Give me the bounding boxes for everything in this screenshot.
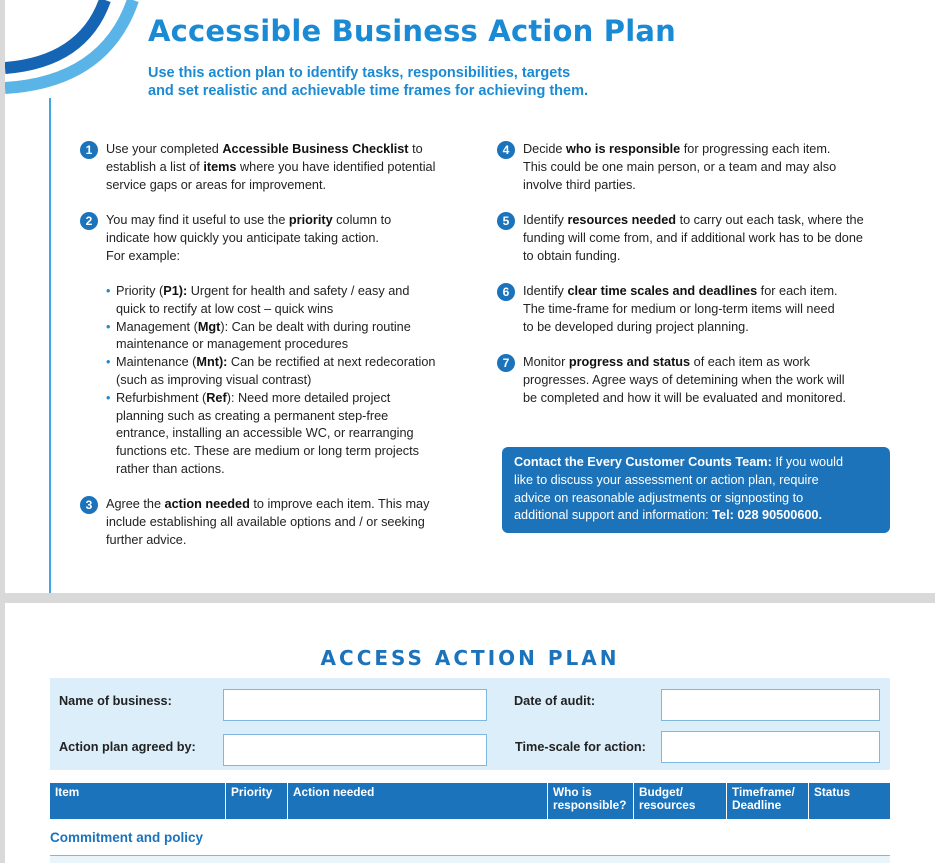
text-run: (such as improving visual contrast)	[116, 372, 312, 387]
text-line	[523, 354, 846, 372]
column-header-who-is-responsible	[547, 783, 633, 819]
time-scale-for-action-label: Time-scale for action:	[515, 740, 646, 754]
step-6	[497, 283, 838, 336]
section-heading-commitment-and-policy: Commitment and policy	[50, 830, 204, 845]
subtitle-line: and set realistic and achievable time frames for achieving them.	[148, 83, 588, 99]
priority-bullet	[106, 354, 466, 390]
text-line	[523, 319, 838, 337]
text-run: where you have identified potential	[236, 159, 436, 174]
text-run: be completed and how it will be evaluated and monitored.	[523, 390, 847, 405]
text-line	[106, 212, 391, 230]
text-run: You may find it useful to use the	[106, 213, 289, 227]
text-run: action needed	[164, 497, 250, 511]
text-run: Refurbishment (	[116, 390, 207, 405]
text-run: to carry out each task, where the	[676, 213, 864, 227]
text-run: functions etc. These are medium or long term projects	[116, 444, 419, 459]
text-line	[523, 141, 836, 159]
page-title: Accessible Business Action Plan	[148, 14, 677, 48]
column-header-status	[808, 783, 890, 819]
page-2	[5, 603, 935, 863]
column-header-text: Item	[55, 785, 80, 799]
text-run: involve third parties.	[523, 177, 636, 192]
text-run: Identify	[523, 284, 568, 298]
text-run: entrance, installing an accessible WC, or rearranging	[116, 426, 414, 441]
text-run: like to discuss your assessment or action plan, require	[514, 472, 819, 487]
text-run: to be developed during project planning.	[523, 319, 749, 334]
text-line	[116, 372, 466, 390]
column-header-text: Timeframe/	[732, 785, 795, 799]
contact-box	[502, 447, 890, 533]
text-run: items	[203, 159, 237, 174]
step-2	[80, 212, 391, 265]
column-header-action-needed	[287, 783, 547, 819]
subtitle-line: Use this action plan to identify tasks, responsibilities, targets	[148, 65, 571, 81]
priority-bullet	[106, 283, 466, 319]
text-run: column to	[332, 213, 392, 227]
text-run: additional support and information:	[514, 508, 713, 523]
text-run: for each item.	[757, 284, 838, 298]
text-run: funding will come from, and if additional work has to be done	[523, 230, 863, 245]
step-number-badge: 2	[80, 212, 98, 230]
text-run: quick to rectify at low cost – quick wins	[116, 301, 334, 316]
text-line	[106, 514, 429, 532]
text-line	[106, 496, 429, 514]
column-header-text: Priority	[231, 785, 273, 799]
text-line	[116, 461, 466, 479]
text-line	[523, 230, 864, 248]
text-line	[106, 141, 435, 159]
date-of-audit-label: Date of audit:	[514, 694, 596, 708]
text-line	[116, 336, 466, 354]
text-run: advice on reasonable adjustments or signposting to	[514, 490, 804, 505]
text-run: progresses. Agree ways of detemining when the work will	[523, 372, 845, 387]
text-run: priority	[288, 213, 333, 227]
text-line	[116, 319, 466, 337]
text-line	[116, 443, 466, 461]
text-run: Identify	[523, 213, 568, 227]
column-header-text: Budget/	[639, 785, 683, 799]
text-line	[523, 159, 836, 177]
text-run: Mnt):	[196, 355, 228, 370]
text-run: For example:	[106, 248, 181, 263]
step-number-badge: 5	[497, 212, 515, 230]
step-number-badge: 7	[497, 354, 515, 372]
step-5	[497, 212, 864, 265]
action-plan-table-header	[50, 783, 890, 819]
access-action-plan-title: ACCESS ACTION PLAN	[320, 646, 620, 670]
text-run: Management (	[116, 319, 198, 334]
table-row	[50, 855, 890, 863]
text-line	[514, 490, 878, 508]
text-run: further advice.	[106, 532, 187, 547]
text-run: Tel: 028 90500600.	[712, 508, 823, 523]
text-line	[523, 248, 864, 266]
text-run: establish a list of	[106, 159, 204, 174]
column-header-text: resources	[639, 798, 696, 812]
text-run: resources needed	[567, 213, 677, 227]
text-run: clear time scales and deadlines	[567, 284, 758, 298]
text-line	[116, 408, 466, 426]
text-run: to improve each item. This may	[249, 497, 430, 511]
step-number-badge: 3	[80, 496, 98, 514]
text-run: Decide	[523, 142, 567, 156]
name-of-business-label: Name of business:	[59, 694, 172, 708]
column-header-timeframe-deadline	[726, 783, 808, 819]
text-run: Can be rectified at next redecoration	[227, 355, 436, 370]
text-line	[106, 177, 435, 195]
column-header-priority	[225, 783, 287, 819]
audit-details-form	[50, 678, 890, 770]
step-number-badge: 4	[497, 141, 515, 159]
text-run: Contact the Every Customer Counts Team:	[514, 455, 772, 469]
action-plan-agreed-by-field[interactable]	[223, 734, 487, 766]
text-line	[106, 248, 391, 266]
text-run: who is responsible	[566, 142, 681, 156]
text-line	[106, 230, 391, 248]
column-header-text: Deadline	[732, 798, 782, 812]
text-run: Ref	[206, 390, 227, 405]
text-run: Use your completed	[106, 142, 223, 156]
text-line	[116, 301, 466, 319]
text-run: maintenance or management procedures	[116, 337, 349, 352]
action-plan-agreed-by-label: Action plan agreed by:	[59, 740, 196, 754]
text-run: P1):	[163, 284, 188, 298]
step-4	[497, 141, 836, 194]
text-run: Agree the	[106, 497, 165, 511]
priority-bullet	[106, 319, 466, 355]
text-line	[116, 283, 466, 301]
text-run: to obtain funding.	[523, 248, 621, 263]
text-line	[514, 454, 878, 472]
text-line	[514, 472, 878, 490]
text-run: to	[408, 142, 423, 156]
text-line	[523, 301, 838, 319]
text-run: Accessible Business Checklist	[222, 142, 409, 156]
column-header-budget-resources	[633, 783, 726, 819]
text-run: If you would	[771, 455, 844, 469]
corner-arc-decoration	[5, 0, 145, 110]
step-1	[80, 141, 435, 194]
text-run: Mgt	[197, 319, 221, 334]
text-run: indicate how quickly you anticipate taking action.	[106, 230, 379, 245]
step-number-badge: 6	[497, 283, 515, 301]
step-number-badge: 1	[80, 141, 98, 159]
text-line	[106, 159, 435, 177]
text-run: This could be one main person, or a team and may also	[523, 159, 837, 174]
priority-bullet	[106, 390, 466, 479]
column-header-item	[50, 783, 225, 819]
page-1	[5, 0, 935, 593]
text-line	[514, 507, 878, 525]
text-line	[116, 390, 466, 408]
text-run: ): Need more detailed project	[226, 390, 391, 405]
column-header-text: Action needed	[293, 785, 375, 799]
name-of-business-field[interactable]	[223, 689, 487, 721]
text-line	[523, 177, 836, 195]
text-run: for progressing each item.	[680, 142, 831, 156]
text-run: ): Can be dealt with during routine	[220, 319, 411, 334]
text-line	[523, 372, 846, 390]
text-run: of each item as work	[690, 355, 810, 369]
time-scale-for-action-field[interactable]	[661, 731, 880, 763]
column-header-text: Status	[814, 785, 851, 799]
text-line	[116, 425, 466, 443]
step-7	[497, 354, 846, 407]
text-line	[116, 354, 466, 372]
text-run: progress and status	[568, 355, 691, 369]
text-run: Urgent for health and safety / easy and	[187, 284, 410, 298]
text-line	[523, 283, 838, 301]
text-run: The time-frame for medium or long-term items will need	[523, 301, 835, 316]
column-header-text: Who is	[553, 785, 592, 799]
column-header-text: responsible?	[553, 798, 627, 812]
date-of-audit-field[interactable]	[661, 689, 880, 721]
text-line	[523, 390, 846, 408]
priority-list	[106, 283, 466, 479]
text-line	[106, 532, 429, 550]
text-run: include establishing all available options and / or seeking	[106, 514, 425, 529]
text-run: planning such as creating a permanent step-free	[116, 408, 389, 423]
step-3	[80, 496, 429, 549]
text-run: Monitor	[523, 355, 569, 369]
text-run: rather than actions.	[116, 461, 225, 476]
text-line	[523, 212, 864, 230]
text-run: Maintenance (	[116, 355, 197, 370]
margin-rule	[49, 98, 51, 593]
text-run: service gaps or areas for improvement.	[106, 177, 327, 192]
page-subtitle	[148, 64, 748, 100]
text-run: Priority (	[116, 284, 164, 298]
